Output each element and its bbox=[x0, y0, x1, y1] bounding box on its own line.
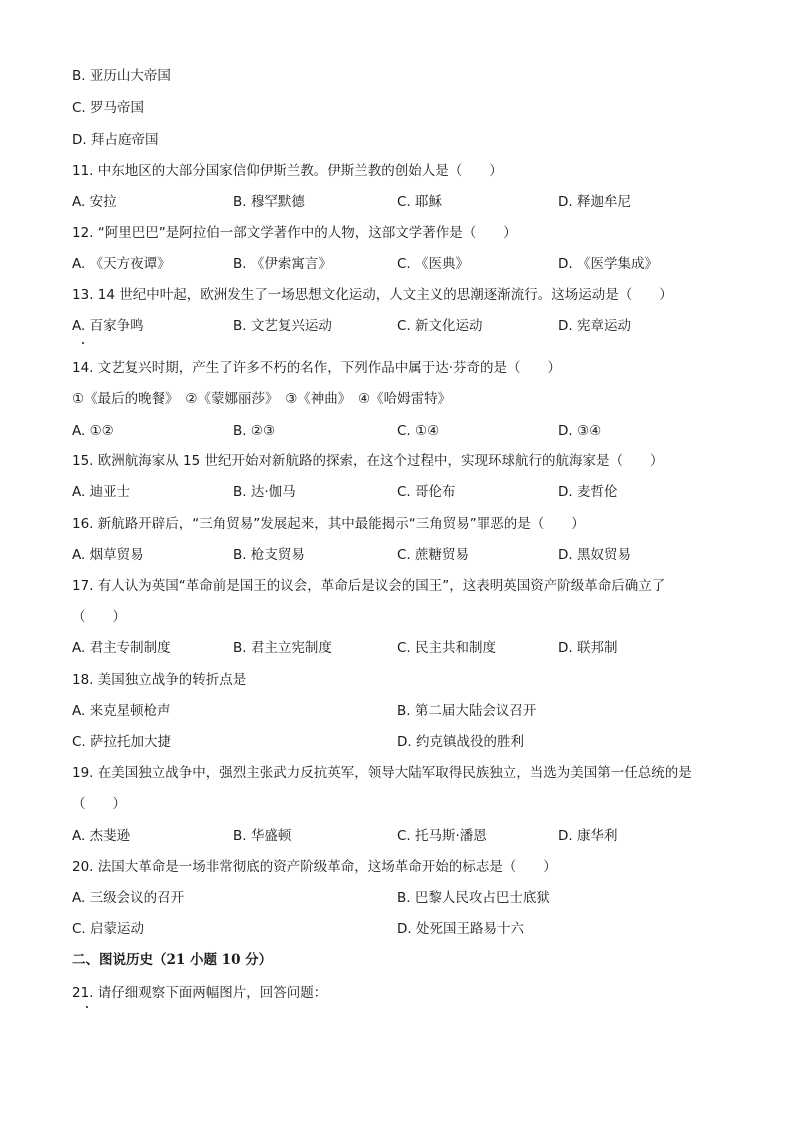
question-19-option-d: D. 康华利 bbox=[558, 828, 618, 844]
question-17-option-b: B. 君主立宪制度 bbox=[233, 640, 332, 656]
stray-mark bbox=[86, 1006, 88, 1008]
question-13-option-b: B. 文艺复兴运动 bbox=[233, 318, 332, 334]
question-19-blank: （ ） bbox=[72, 796, 126, 812]
question-18-option-d: D. 约克镇战役的胜利 bbox=[397, 734, 524, 750]
question-11-option-a: A. 安拉 bbox=[72, 194, 117, 210]
question-17: 17. 有人认为英国“革命前是国王的议会，革命后是议会的国王”，这表明英国资产阶级革命后确立了 bbox=[72, 578, 666, 594]
question-18-option-b: B. 第二届大陆会议召开 bbox=[397, 703, 537, 719]
question-15-option-b: B. 达·伽马 bbox=[233, 484, 296, 500]
question-17-option-a: A. 君主专制制度 bbox=[72, 640, 171, 656]
question-19-option-b: B. 华盛顿 bbox=[233, 828, 292, 844]
question-16-option-d: D. 黑奴贸易 bbox=[558, 547, 631, 563]
question-19-option-a: A. 杰斐逊 bbox=[72, 828, 131, 844]
question-19-option-c: C. 托马斯·潘恩 bbox=[397, 828, 487, 844]
question-13-option-a: A. 百家争鸣 bbox=[72, 318, 144, 334]
question-14-items: ①《最后的晚餐》 ②《蒙娜丽莎》 ③《神曲》 ④《哈姆雷特》 bbox=[72, 391, 452, 407]
question-11-option-d: D. 释迦牟尼 bbox=[558, 194, 631, 210]
question-13: 13. 14 世纪中叶起，欧洲发生了一场思想文化运动，人文主义的思潮逐渐流行。这场运动是（ ） bbox=[72, 287, 673, 303]
question-14-option-b: B. ②③ bbox=[233, 423, 276, 439]
question-17-option-c: C. 民主共和制度 bbox=[397, 640, 497, 656]
question-15-option-a: A. 迪亚士 bbox=[72, 484, 131, 500]
question-14-option-c: C. ①④ bbox=[397, 423, 440, 439]
question-16-option-b: B. 枪支贸易 bbox=[233, 547, 305, 563]
question-20-option-b: B. 巴黎人民攻占巴士底狱 bbox=[397, 890, 550, 906]
question-14-option-d: D. ③④ bbox=[558, 423, 602, 439]
question-20-option-c: C. 启蒙运动 bbox=[72, 921, 145, 937]
question-15-option-c: C. 哥伦布 bbox=[397, 484, 456, 500]
question-17-blank: （ ） bbox=[72, 609, 126, 625]
section-heading: 二、图说历史（21 小题 10 分） bbox=[72, 952, 273, 968]
question-10-option-b: B. 亚历山大帝国 bbox=[72, 68, 171, 84]
question-20-option-a: A. 三级会议的召开 bbox=[72, 890, 185, 906]
question-19: 19. 在美国独立战争中，强烈主张武力反抗英军，领导大陆军取得民族独立，当选为美国第一任总统的是 bbox=[72, 765, 692, 781]
question-20: 20. 法国大革命是一场非常彻底的资产阶级革命，这场革命开始的标志是（ ） bbox=[72, 859, 557, 875]
question-12-option-c: C. 《医典》 bbox=[397, 256, 470, 272]
question-11-option-c: C. 耶稣 bbox=[397, 194, 443, 210]
question-18: 18. 美国独立战争的转折点是 bbox=[72, 672, 247, 688]
question-14-option-a: A. ①② bbox=[72, 423, 114, 439]
question-17-option-d: D. 联邦制 bbox=[558, 640, 618, 656]
question-10-option-c: C. 罗马帝国 bbox=[72, 100, 145, 116]
question-12-option-a: A. 《天方夜谭》 bbox=[72, 256, 171, 272]
question-12-option-b: B. 《伊索寓言》 bbox=[233, 256, 332, 272]
question-15: 15. 欧洲航海家从 15 世纪开始对新航路的探索，在这个过程中，实现环球航行的航海家是（ ） bbox=[72, 453, 664, 469]
question-20-option-d: D. 处死国王路易十六 bbox=[397, 921, 524, 937]
question-21: 21. 请仔细观察下面两幅图片，回答问题： bbox=[72, 985, 328, 1001]
question-13-option-d: D. 宪章运动 bbox=[558, 318, 631, 334]
stray-mark bbox=[82, 342, 84, 344]
question-13-option-c: C. 新文化运动 bbox=[397, 318, 483, 334]
question-16-option-a: A. 烟草贸易 bbox=[72, 547, 144, 563]
question-11: 11. 中东地区的大部分国家信仰伊斯兰教。伊斯兰教的创始人是（ ） bbox=[72, 163, 503, 179]
question-14: 14. 文艺复兴时期，产生了许多不朽的名作，下列作品中属于达·芬奇的是（ ） bbox=[72, 360, 562, 376]
question-16-option-c: C. 蔗糖贸易 bbox=[397, 547, 470, 563]
question-12-option-d: D. 《医学集成》 bbox=[558, 256, 658, 272]
question-12: 12. “阿里巴巴”是阿拉伯一部文学著作中的人物，这部文学著作是（ ） bbox=[72, 225, 517, 241]
question-18-option-a: A. 来克星顿枪声 bbox=[72, 703, 171, 719]
question-10-option-d: D. 拜占庭帝国 bbox=[72, 132, 159, 148]
question-16: 16. 新航路开辟后，“三角贸易”发展起来，其中最能揭示“三角贸易”罪恶的是（ ） bbox=[72, 516, 585, 532]
question-18-option-c: C. 萨拉托加大捷 bbox=[72, 734, 172, 750]
question-11-option-b: B. 穆罕默德 bbox=[233, 194, 305, 210]
question-15-option-d: D. 麦哲伦 bbox=[558, 484, 618, 500]
